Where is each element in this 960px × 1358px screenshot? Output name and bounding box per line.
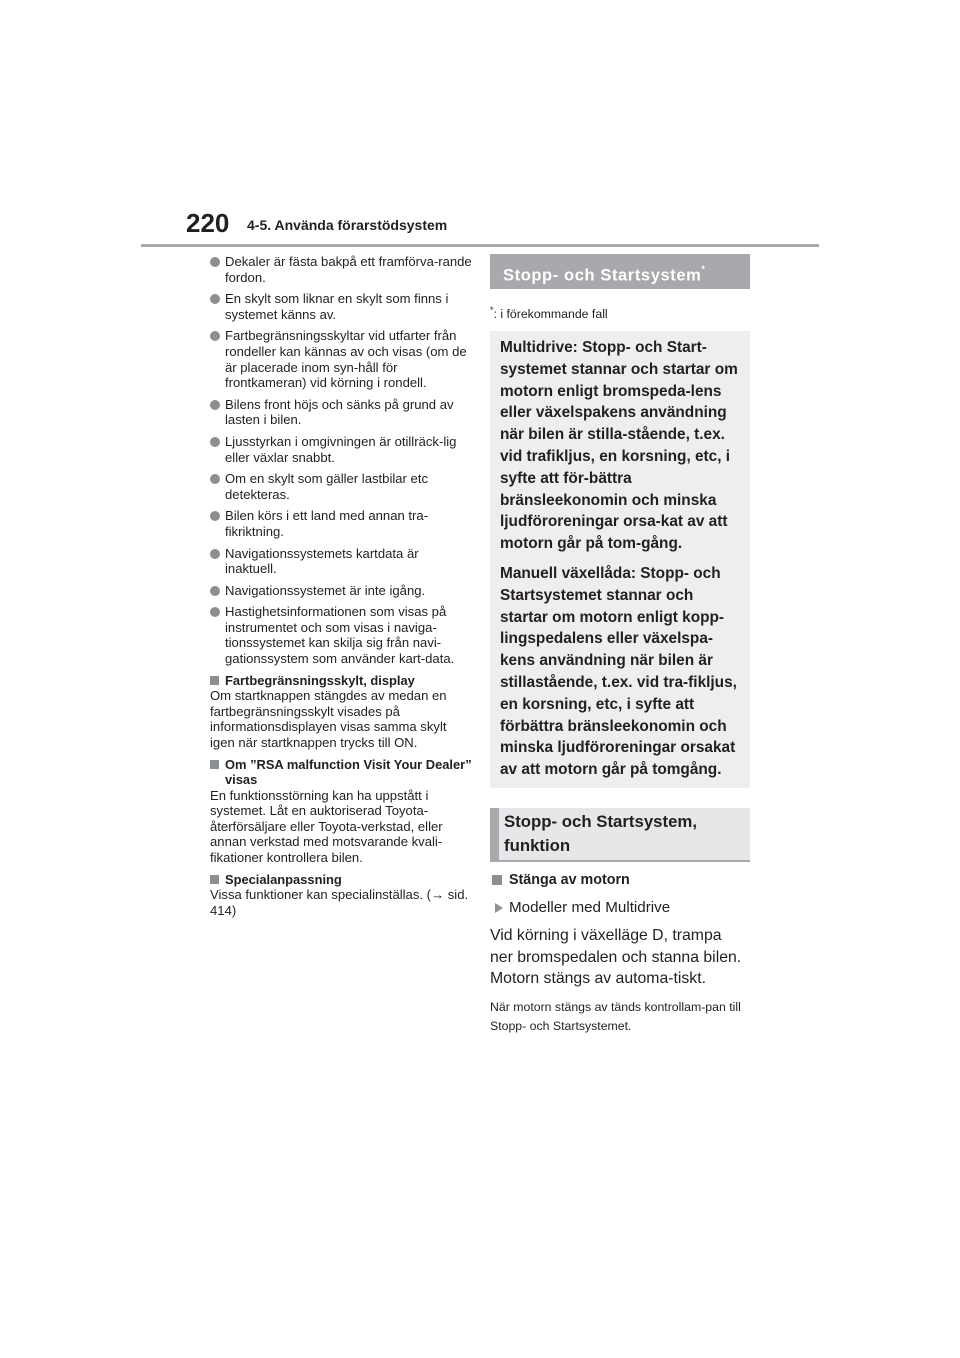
section-subheading: Stopp- och Startsystem, funktion	[490, 808, 750, 862]
list-item-text: Om en skylt som gäller lastbilar etc detekteras.	[225, 471, 429, 502]
bullet-dot-icon	[210, 294, 220, 304]
header-divider	[141, 244, 819, 247]
summary-paragraph-multidrive: Multidrive: Stopp- och Start-systemet stannar och startar om motorn enligt bromspeda-lens eller växelspakens användning när bilen är stilla-stående, t.ex. vid trafikljus, en korsning, etc, i syfte att för-bättra bränsleekonomin och minska ljudföroreningar orsa-kat av att motorn går på tom-gång.	[500, 339, 738, 553]
action-heading-text: Stänga av motorn	[509, 872, 630, 889]
note-heading	[210, 872, 472, 888]
list-item-text: Hastighetsinformationen som visas på instrumentet och som visas i naviga-tionssystemet kan skilja sig från navi-gationssystem som använder kart-data.	[225, 604, 455, 667]
note-heading-text: Specialanpassning	[225, 871, 342, 887]
square-bullet-icon	[210, 875, 219, 884]
footnote-text: : i förekommande fall	[493, 307, 608, 322]
model-line	[490, 899, 750, 917]
list-item-text: Navigationssystemet är inte igång.	[225, 582, 426, 598]
list-item	[210, 546, 472, 577]
list-item	[210, 291, 472, 322]
list-item	[210, 328, 472, 390]
list-item-text: Fartbegränsningsskyltar vid utfarter från rondeller kan kännas av och visas (om de är placerade inom syn-håll för frontkameran) vid körning i rondell.	[225, 328, 467, 391]
bullet-dot-icon	[210, 607, 220, 617]
small-note: När motorn stängs av tänds kontrollam-pan till Stopp- och Startsystemet.	[490, 999, 741, 1034]
list-item	[210, 434, 472, 465]
note-customization	[210, 872, 472, 919]
note-body: En funktionsstörning kan ha uppstått i systemet. Låt en auktoriserad Toyota-återförsäljare eller Toyota-verkstad, eller annan verkstad med motsvarande kvali-fikationer kontrollera bilen.	[210, 787, 443, 865]
list-item-text: En skylt som liknar en skylt som finns i systemet känns av.	[225, 291, 449, 322]
summary-paragraph-manual: Manuell växellåda: Stopp- och Startsystemet stannar och startar om motorn enligt kopp-lingspedalens eller växelspa-kens användning när bilen är stillastående, t.ex. vid tra-fikljus, en korsning, etc, i syfte att förbättra bränsleekonomin och minska ljudföroreningar orsakat av att motorn går på tomgång.	[500, 565, 737, 779]
bullet-dot-icon	[210, 586, 220, 596]
list-item-text: Dekaler är fästa bakpå ett framförva-rande fordon.	[225, 254, 472, 285]
bullet-dot-icon	[210, 511, 220, 521]
note-body: Om startknappen stängdes av medan en fartbegränsningsskylt visades på informationsdisplayen visas samma skylt igen när startknappen trycks till ON.	[210, 688, 447, 750]
summary-box	[490, 331, 750, 788]
square-bullet-icon	[210, 676, 219, 685]
list-item	[210, 583, 472, 599]
right-column	[490, 254, 750, 1037]
left-column	[210, 254, 472, 924]
list-item-text: Navigationssystemets kartdata är inaktuell.	[225, 545, 419, 577]
bullet-dot-icon	[210, 437, 220, 447]
bullet-dot-icon	[210, 400, 220, 410]
note-display	[210, 673, 472, 751]
list-item	[210, 471, 472, 502]
bullet-list	[210, 254, 472, 667]
list-item	[210, 397, 472, 428]
bullet-dot-icon	[210, 474, 220, 484]
bullet-dot-icon	[210, 331, 220, 341]
note-heading-text: Fartbegränsningsskylt, display	[225, 672, 415, 688]
note-heading-text: Om ”RSA malfunction Visit Your Dealer” visas	[225, 756, 472, 788]
list-item-text: Bilens front höjs och sänks på grund av lasten i bilen.	[225, 396, 454, 428]
list-item-text: Bilen körs i ett land med annan tra-fikriktning.	[225, 508, 429, 539]
model-line-text: Modeller med Multidrive	[509, 899, 671, 917]
action-heading	[490, 872, 750, 889]
bullet-dot-icon	[210, 257, 220, 267]
chapter-heading-text: Stopp- och Startsystem	[503, 266, 702, 285]
note-heading	[210, 757, 472, 788]
list-item	[210, 254, 472, 285]
note-body: Vissa funktioner kan specialinställas. (→ sid. 414)	[210, 887, 469, 918]
bullet-dot-icon	[210, 549, 220, 559]
list-item	[210, 604, 472, 666]
instruction-text: Vid körning i växelläge D, trampa ner bromspedalen och stanna bilen. Motorn stängs av automa-tiskt.	[490, 927, 742, 988]
note-heading	[210, 673, 472, 689]
list-item	[210, 508, 472, 539]
section-title: 4-5. Använda förarstödsystem	[247, 217, 448, 233]
triangle-bullet-icon	[495, 903, 503, 913]
page-number: 220	[186, 208, 230, 238]
list-item-text: Ljusstyrkan i omgivningen är otillräck-lig eller växlar snabbt.	[225, 433, 457, 465]
asterisk-mark: *	[701, 264, 706, 274]
footnote	[490, 303, 750, 321]
note-rsa-malfunction	[210, 757, 472, 866]
square-bullet-icon	[492, 875, 502, 885]
square-bullet-icon	[210, 760, 219, 769]
footnote-mark: *	[490, 305, 494, 315]
chapter-heading	[490, 254, 750, 289]
